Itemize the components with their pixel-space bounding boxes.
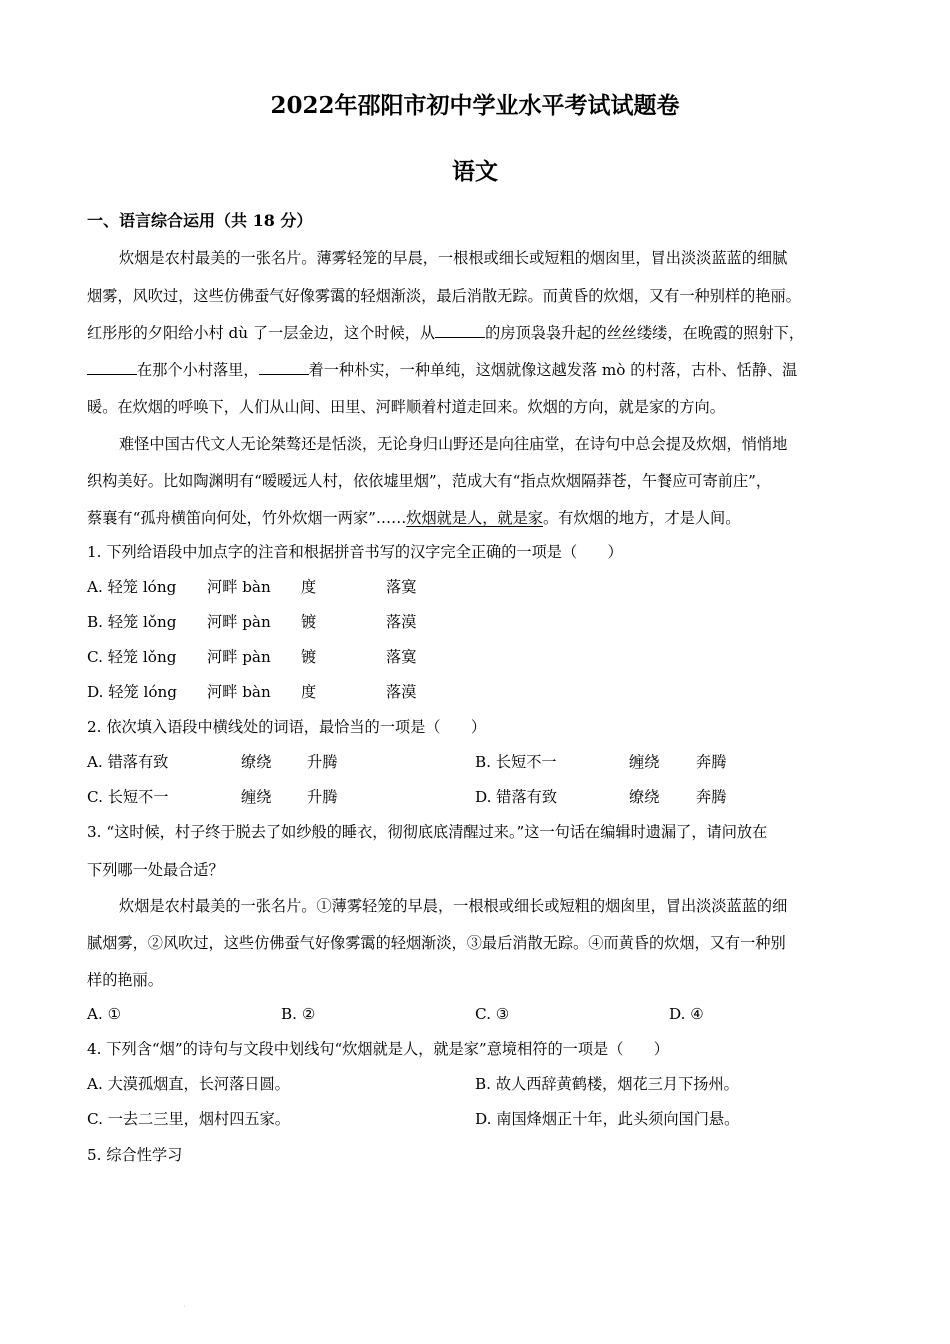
q4-option-d: D. 南国烽烟正十年，此头须向国门悬。	[475, 1110, 740, 1128]
passage-line-3-b: 的房顶袅袅升起的丝丝缕缕，在晚霞的照射下，	[485, 324, 805, 342]
section-heading: 一、语言综合运用（共 18 分）	[87, 211, 313, 230]
q4-option-b: B. 故人西辞黄鹤楼，烟花三月下扬州。	[475, 1075, 739, 1093]
passage-line-2: 烟雾，风吹过，这些仿佛蚕气好像雾霭的轻烟渐淡，最后消散无踪。而黄昏的炊烟，又有一种别样的艳丽。	[87, 287, 801, 305]
exam-title: 2022年邵阳市初中学业水平考试试题卷	[270, 92, 680, 119]
q4-option-c: C. 一去二三里，烟村四五家。	[87, 1110, 290, 1128]
exam-page: 2022年邵阳市初中学业水平考试试题卷 语文 一、语言综合运用（共 18 分） 炊烟是农村最美的一张名片。薄雾轻笼的早晨，一根根或细长或短粗的烟囱里，冒出淡淡蓝蓝的细腻 烟雾，风吹过，这些仿佛蚕气好像雾霭的轻烟渐淡，最后消散无踪。而黄昏的炊烟，又有一种别样的艳丽。 红彤彤的夕阳给小村 dù 了一层金边，这个时候，从 的房顶袅袅升起的丝丝缕缕，在晚霞的照射下， 在那个小村落里， 着一种朴实，一种单纯，这烟就像这越发落 mò 的村落，古朴、恬静、温 暖。在炊烟的呼唤下，人们从山间、田里、河畔顺着村道走回来。炊烟的方向，就是家的方向。 难怪中国古代文人无论桀骜还是恬淡，无论身归山野还是向往庙堂，在诗句中总会提及炊烟，悄悄地 织构美好。比如陶渊明有“暧暧远人村，依依墟里烟”，范成大有“指点炊烟隔莽苍，午餐应可寄前庄”， 蔡襄有“孤舟横笛向何处，竹外炊烟一两家”……炊烟就是人，就是家。有炊烟的地方，才是人间。 1. 下列给语段中加点字的注音和根据拼音书写的汉字完全正确的一项是（ ） A. 轻笼 lóng 河畔 bàn 度 落寞 B. 轻笼 lǒng 河畔 pàn 镀 落漠 C. 轻笼 lǒng 河畔 pàn 镀 落寞 D. 轻笼 lóng 河畔 bàn 度 落漠 2. 依次填入语段中横线处的词语，最恰当的一项是（ ） A. 错落有致 缭绕 升腾 B. 长短不一 缠绕 奔腾 C. 长短不一 缠绕 升腾 D. 错落有致 缭绕 奔腾 3. “这时候，村子终于脱去了如纱般的睡衣，彻彻底底清醒过来。”这一句话在编辑时遗漏了，请问放在 下列哪一处最合适？ 炊烟是农村最美的一张名片。①薄雾轻笼的早晨，一根根或细长或短粗的烟囱里，冒出淡淡蓝蓝的细 腻烟雾，②风吹过，这些仿佛蚕气好像雾霭的轻烟渐淡，③最后消散无踪。④而黄昏的炊烟，又有一种别 样的艳丽。 A. ① B. ② C. ③ D. ④ 4. 下列含“烟”的诗句与文段中划线句“炊烟就是人，就是家”意境相符的一项是（ ） A. 大漠孤烟直，长河落日圆。 B. 故人西辞黄鹤楼，烟花三月下扬州。 C. 一去二三里，烟村四五家。 D. 南国烽烟正十年，此头须向国门悬。 5. 综合性学习 ·	[0, 0, 950, 1344]
passage2-line-3-b: 。有炊烟的地方，才是人间。	[542, 509, 741, 527]
passage-line-4-b: 着一种朴实，一种单纯，这烟就像这越发落 mò 的村落，古朴、恬静、温	[308, 361, 798, 379]
passage-line-4	[87, 360, 797, 380]
q1-stem: 1. 下列给语段中加点字的注音和根据拼音书写的汉字完全正确的一项是（ ）	[87, 543, 623, 561]
q3-passage-line-1: 炊烟是农村最美的一张名片。①薄雾轻笼的早晨，一根根或细长或短粗的烟囱里，冒出淡淡蓝蓝的细	[119, 897, 788, 915]
passage2-line-3-a: 蔡襄有“孤舟横笛向何处，竹外炊烟一两家”……	[87, 509, 407, 527]
subject-title: 语文	[452, 158, 498, 185]
fill-blank-1	[435, 323, 485, 338]
footer-mark: ·	[183, 1302, 186, 1311]
passage2-line-1: 难怪中国古代文人无论桀骜还是恬淡，无论身归山野还是向往庙堂，在诗句中总会提及炊烟，悄悄地	[119, 435, 788, 453]
q3-option-b: B. ②	[281, 1005, 316, 1023]
passage-line-1: 炊烟是农村最美的一张名片。薄雾轻笼的早晨，一根根或细长或短粗的烟囱里，冒出淡淡蓝蓝的细腻	[119, 249, 788, 267]
passage-line-3	[87, 323, 804, 343]
passage2-line-2: 织构美好。比如陶渊明有“暧暧远人村，依依墟里烟”，范成大有“指点炊烟隔莽苍，午餐应可寄前庄”，	[87, 472, 772, 490]
fill-blank-2	[87, 360, 137, 375]
passage2-line-3	[87, 508, 740, 528]
q3-passage-line-2: 腻烟雾，②风吹过，这些仿佛蚕气好像雾霭的轻烟渐淡，③最后消散无踪。④而黄昏的炊烟，又有一种别	[87, 934, 786, 952]
q5-stem: 5. 综合性学习	[87, 1146, 183, 1164]
q3-option-c: C. ③	[475, 1005, 510, 1023]
q3-stem-line-2: 下列哪一处最合适？	[87, 861, 224, 879]
underlined-sentence: 炊烟就是人，就是家	[406, 509, 543, 527]
q3-option-a: A. ①	[87, 1005, 122, 1023]
fill-blank-3	[259, 360, 309, 375]
q4-option-a: A. 大漠孤烟直，长河落日圆。	[87, 1075, 290, 1093]
q2-stem: 2. 依次填入语段中横线处的词语，最恰当的一项是（ ）	[87, 718, 487, 736]
q3-passage-line-3: 样的艳丽。	[87, 971, 163, 989]
passage-line-5: 暖。在炊烟的呼唤下，人们从山间、田里、河畔顺着村道走回来。炊烟的方向，就是家的方向。	[87, 398, 725, 416]
q3-option-d: D. ④	[669, 1005, 704, 1023]
q4-stem: 4. 下列含“烟”的诗句与文段中划线句“炊烟就是人，就是家”意境相符的一项是（ ）	[87, 1040, 669, 1058]
passage-line-4-a: 在那个小村落里，	[137, 361, 259, 379]
q3-stem-line-1: 3. “这时候，村子终于脱去了如纱般的睡衣，彻彻底底清醒过来。”这一句话在编辑时遗漏了，请问放在	[87, 823, 768, 841]
passage-line-3-a: 红彤彤的夕阳给小村 dù 了一层金边，这个时候，从	[87, 324, 436, 342]
